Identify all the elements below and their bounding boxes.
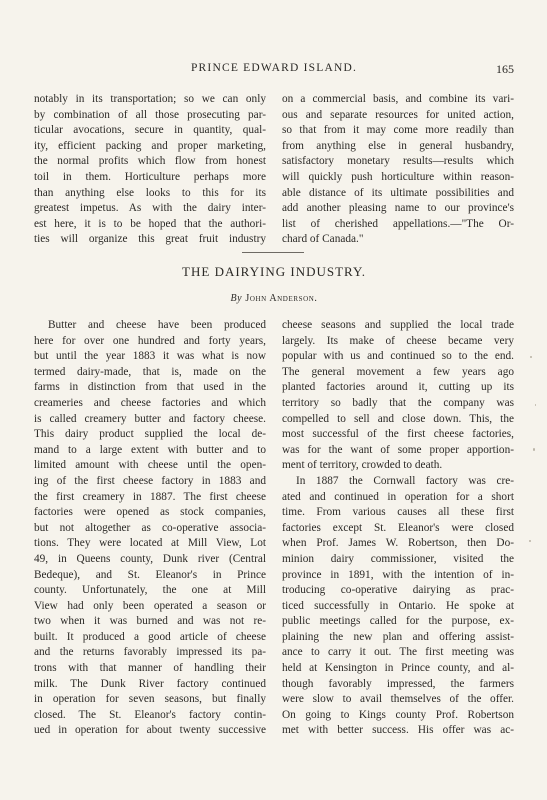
text-line: cheese seasons and supplied the local trade xyxy=(282,319,514,331)
text-line: factories except St. Eleanor's were closed xyxy=(282,521,514,534)
text-line: though favorably impressed, the farmers xyxy=(282,677,514,690)
text-line: termed dairy-made, that is, made on the xyxy=(34,365,266,378)
text-line: greatest impetus. As with the dairy inter- xyxy=(34,202,266,215)
section-divider xyxy=(242,252,304,253)
text-line: in operation for seven seasons, but finally xyxy=(34,693,266,706)
text-line: satisfactory monetary results—results which xyxy=(282,155,514,168)
text-line: met with better success. His offer was ac- xyxy=(282,724,514,737)
text-line: chard of Canada." xyxy=(282,233,364,246)
text-line: 49, in Queens county, Dunk river (Central xyxy=(34,552,266,565)
paper-speck xyxy=(533,448,535,451)
paper-speck xyxy=(529,540,531,542)
text-line: from anything else in general husbandry, xyxy=(282,139,514,152)
text-line: ated and continued in operation for a short xyxy=(282,490,514,503)
top-left-column xyxy=(34,92,266,248)
text-line: View had only been operated a season or xyxy=(34,599,266,612)
text-line: ticed successfully in Ontario. He spoke at xyxy=(282,599,514,612)
byline-author: John Anderson. xyxy=(245,293,318,304)
text-line: here for over one hundred and forty years, xyxy=(34,334,266,347)
text-line: Bedeque), and St. Eleanor's in Prince xyxy=(34,568,266,581)
text-line: the first creamery in 1887. The first cheese xyxy=(34,490,266,503)
paper-speck xyxy=(530,356,532,358)
text-line: and the returns favorably impressed its pa- xyxy=(34,646,266,659)
text-line: will quickly push horticulture within reason- xyxy=(282,170,514,183)
text-line: territory so badly that the company was xyxy=(282,396,514,409)
text-line: province in 1891, with the intention of in- xyxy=(282,568,514,581)
text-line: This dairy product supplied the local de- xyxy=(34,428,266,441)
top-right-column xyxy=(282,92,514,248)
text-line: plaining the new plan and offering assist- xyxy=(282,630,514,643)
running-head xyxy=(34,62,514,78)
text-line: notably in its transportation; so we can only xyxy=(34,93,266,105)
text-line: than anything else looks to this for its xyxy=(34,186,266,199)
text-line: time. From various causes all these first xyxy=(282,506,514,519)
text-line: list of cherished appellations.—"The Or- xyxy=(282,217,514,230)
text-line: was for the want of some proper apportion- xyxy=(282,443,514,456)
text-line: ing of the first cheese factory in 1883 and xyxy=(34,474,266,487)
text-line: two when it was burned and was not re- xyxy=(34,615,266,628)
text-line: Butter and cheese have been produced xyxy=(48,319,266,331)
paper-speck xyxy=(535,404,536,406)
text-line: In 1887 the Cornwall factory was cre- xyxy=(296,474,514,487)
text-line: toil in them. Horticulture perhaps more xyxy=(34,170,266,183)
text-line: ued in operation for about twenty successive xyxy=(34,724,266,737)
text-line: county. Unfortunately, the one at Mill xyxy=(34,584,266,597)
text-line: creameries and cheese factories and which xyxy=(34,396,266,409)
text-line: ticular avocations, secure in quantity, qual- xyxy=(34,124,266,137)
text-line: est here, it is to be hoped that the authori- xyxy=(34,217,266,230)
text-line: built. It produced a good article of cheese xyxy=(34,630,266,643)
text-line: but not altogether as co-operative associa- xyxy=(34,521,266,534)
text-line: closed. The St. Eleanor's factory contin- xyxy=(34,708,266,721)
text-line: ity, efficient packing and proper marketing, xyxy=(34,139,266,152)
text-line: were slow to avail themselves of the offer. xyxy=(282,693,514,706)
text-line: mand to a large extent with butter and to xyxy=(34,443,266,456)
text-line: farms in distinction from that used in the xyxy=(34,381,266,394)
text-line: ties will organize this great fruit industry xyxy=(34,233,266,246)
text-line: the normal profits which flow from honest xyxy=(34,155,266,168)
text-line: trons with that manner of handling their xyxy=(34,662,266,675)
text-line: minion dairy commissioner, visited the xyxy=(282,552,514,565)
text-line: but until the year 1883 it was what is now xyxy=(34,350,266,363)
text-line: most successful of the first cheese factories, xyxy=(282,428,514,441)
text-line: add another pleasing name to our province's xyxy=(282,202,514,215)
bottom-left-column xyxy=(34,318,266,739)
text-line: milk. The Dunk River factory continued xyxy=(34,677,266,690)
text-line: planted factories around it, cutting up its xyxy=(282,381,514,394)
text-line: ous and separate resources for united action, xyxy=(282,108,514,121)
text-line: limited amount with cheese until the open- xyxy=(34,459,266,472)
text-line: held at Kensington in Prince county, and al- xyxy=(282,662,514,675)
text-line: On going to Kings county Prof. Robertson xyxy=(282,708,514,721)
running-title: PRINCE EDWARD ISLAND. xyxy=(190,62,358,74)
text-line: factories were opened as stock companies, xyxy=(34,506,266,519)
text-line: by combination of all those prosecuting par- xyxy=(34,108,266,121)
section-title: THE DAIRYING INDUSTRY. xyxy=(182,264,366,279)
text-line: troducing co-operative dairying as prac- xyxy=(282,584,514,597)
text-line: compelled to sell and close down. This, the xyxy=(282,412,514,425)
text-line: able distance of its ultimate possibilities and xyxy=(282,186,514,199)
text-line: ment of territory, crowded to death. xyxy=(282,459,443,472)
text-line: largely. Its make of cheese became very xyxy=(282,334,514,347)
text-line: when Prof. James W. Robertson, then Do- xyxy=(282,537,514,550)
text-line: on a commercial basis, and combine its vari- xyxy=(282,93,514,105)
text-line: popular with us and continued so to the end. xyxy=(282,350,514,363)
text-line: so that from it may come more readily than xyxy=(282,124,514,137)
byline xyxy=(34,293,514,304)
text-line: ance to carry it out. The first meeting was xyxy=(282,646,514,659)
text-line: tions. They were located at Mill View, Lot xyxy=(34,537,266,550)
text-line: public meetings called for the purpose, ex- xyxy=(282,615,514,628)
bottom-right-column xyxy=(282,318,514,739)
text-line: is called creamery butter and factory cheese. xyxy=(34,412,266,425)
text-line: The general movement a few years ago xyxy=(282,365,514,378)
byline-by: By xyxy=(230,293,243,304)
page-number: 165 xyxy=(496,62,514,76)
